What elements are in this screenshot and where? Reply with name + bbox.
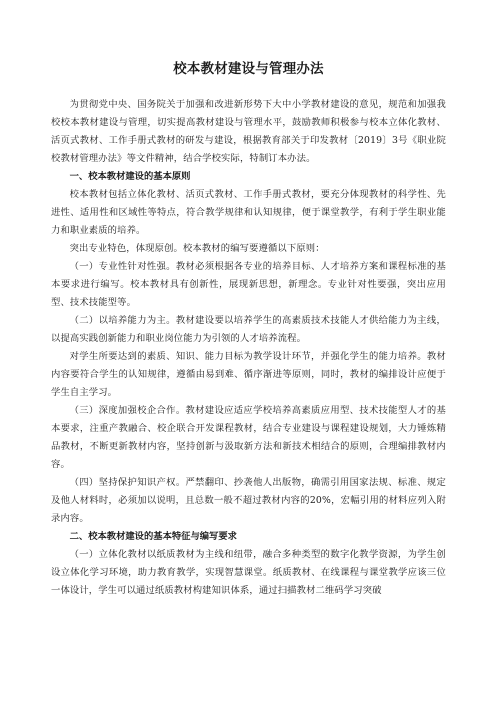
- features-paragraph-1: （一）立体化教材以纸质教材为主线和纽带，融合多种类型的数字化教学资源，为学生创设立体化学习环境，助力教育教学，实现智慧课堂。纸质教材、在线课程与课堂教学应该三位一体设计，学生可以通过纸质教材构建知识体系，通过扫描教材二维码学习突破: [51, 549, 446, 596]
- intro-paragraph: 为贯彻党中央、国务院关于加强和改进新形势下大中小学教材建设的意见，规范和加强我校校本教材建设与管理，切实提高教材建设与管理水平，鼓励教师积极参与校本立体化教材、活页式教材、工作手册式教材的研发与建设，根据教育部关于印发教材〔2019〕3号《职业院校教材管理办法》等文件精神，结合学校实际，特制订本办法。: [51, 99, 446, 164]
- principle-item-3: （三）深度加强校企合作。教材建设应适应学校培养高素质应用型、技术技能型人才的基本要求，注重产教融合、校企联合开发课程教材，结合专业建设与课程建设规划，大力锤炼精品教材，不断更新教材内容，坚持创新与汲取新方法和新技术相结合的原则，合理编排教材内容。: [51, 405, 446, 470]
- principle-item-2: （二）以培养能力为主。教材建设要以培养学生的高素质技术技能人才供给能力为主线，以提高实践创新能力和职业岗位能力为引领的人才培养流程。: [51, 315, 446, 344]
- principle-item-1: （一）专业性针对性强。教材必须根据各专业的培养目标、人才培养方案和课程标准的基本要求进行编写。校本教材具有创新性，展现新思想，新理念。专业针对性要强，突出应用型、技术技能型等。: [51, 261, 446, 308]
- principles-paragraph-1: 校本教材包括立体化教材、活页式教材、工作手册式教材，要充分体现教材的科学性、先进性、适用性和区域性等特点，符合教学规律和认知规律，便于课堂教学，有利于学生职业能力和职业素质的培养。: [51, 189, 446, 236]
- section-heading-features: 二、校本教材建设的基本特征与编写要求: [69, 531, 237, 542]
- principles-paragraph-2: 突出专业特色，体现原创。校本教材的编写要遵循以下原则：: [69, 243, 325, 254]
- section-heading-principles: 一、校本教材建设的基本原则: [69, 171, 191, 182]
- principle-item-4: （四）坚持保护知识产权。严禁翻印、抄袭他人出版物，确需引用国家法规、标准、规定及他人材料时，必须加以说明，且总数一般不超过教材内容的20%，宏幅引用的材料应列入附录内容。: [51, 477, 446, 524]
- principle-item-2-continued: 对学生所要达到的素质、知识、能力目标为教学设计环节，并强化学生的能力培养。教材内容要符合学生的认知规律，遵循由易到难、循序渐进等原则，同时，教材的编排设计应便于学生自主学习。: [51, 351, 446, 398]
- document-title: 校本教材建设与管理办法: [173, 62, 324, 77]
